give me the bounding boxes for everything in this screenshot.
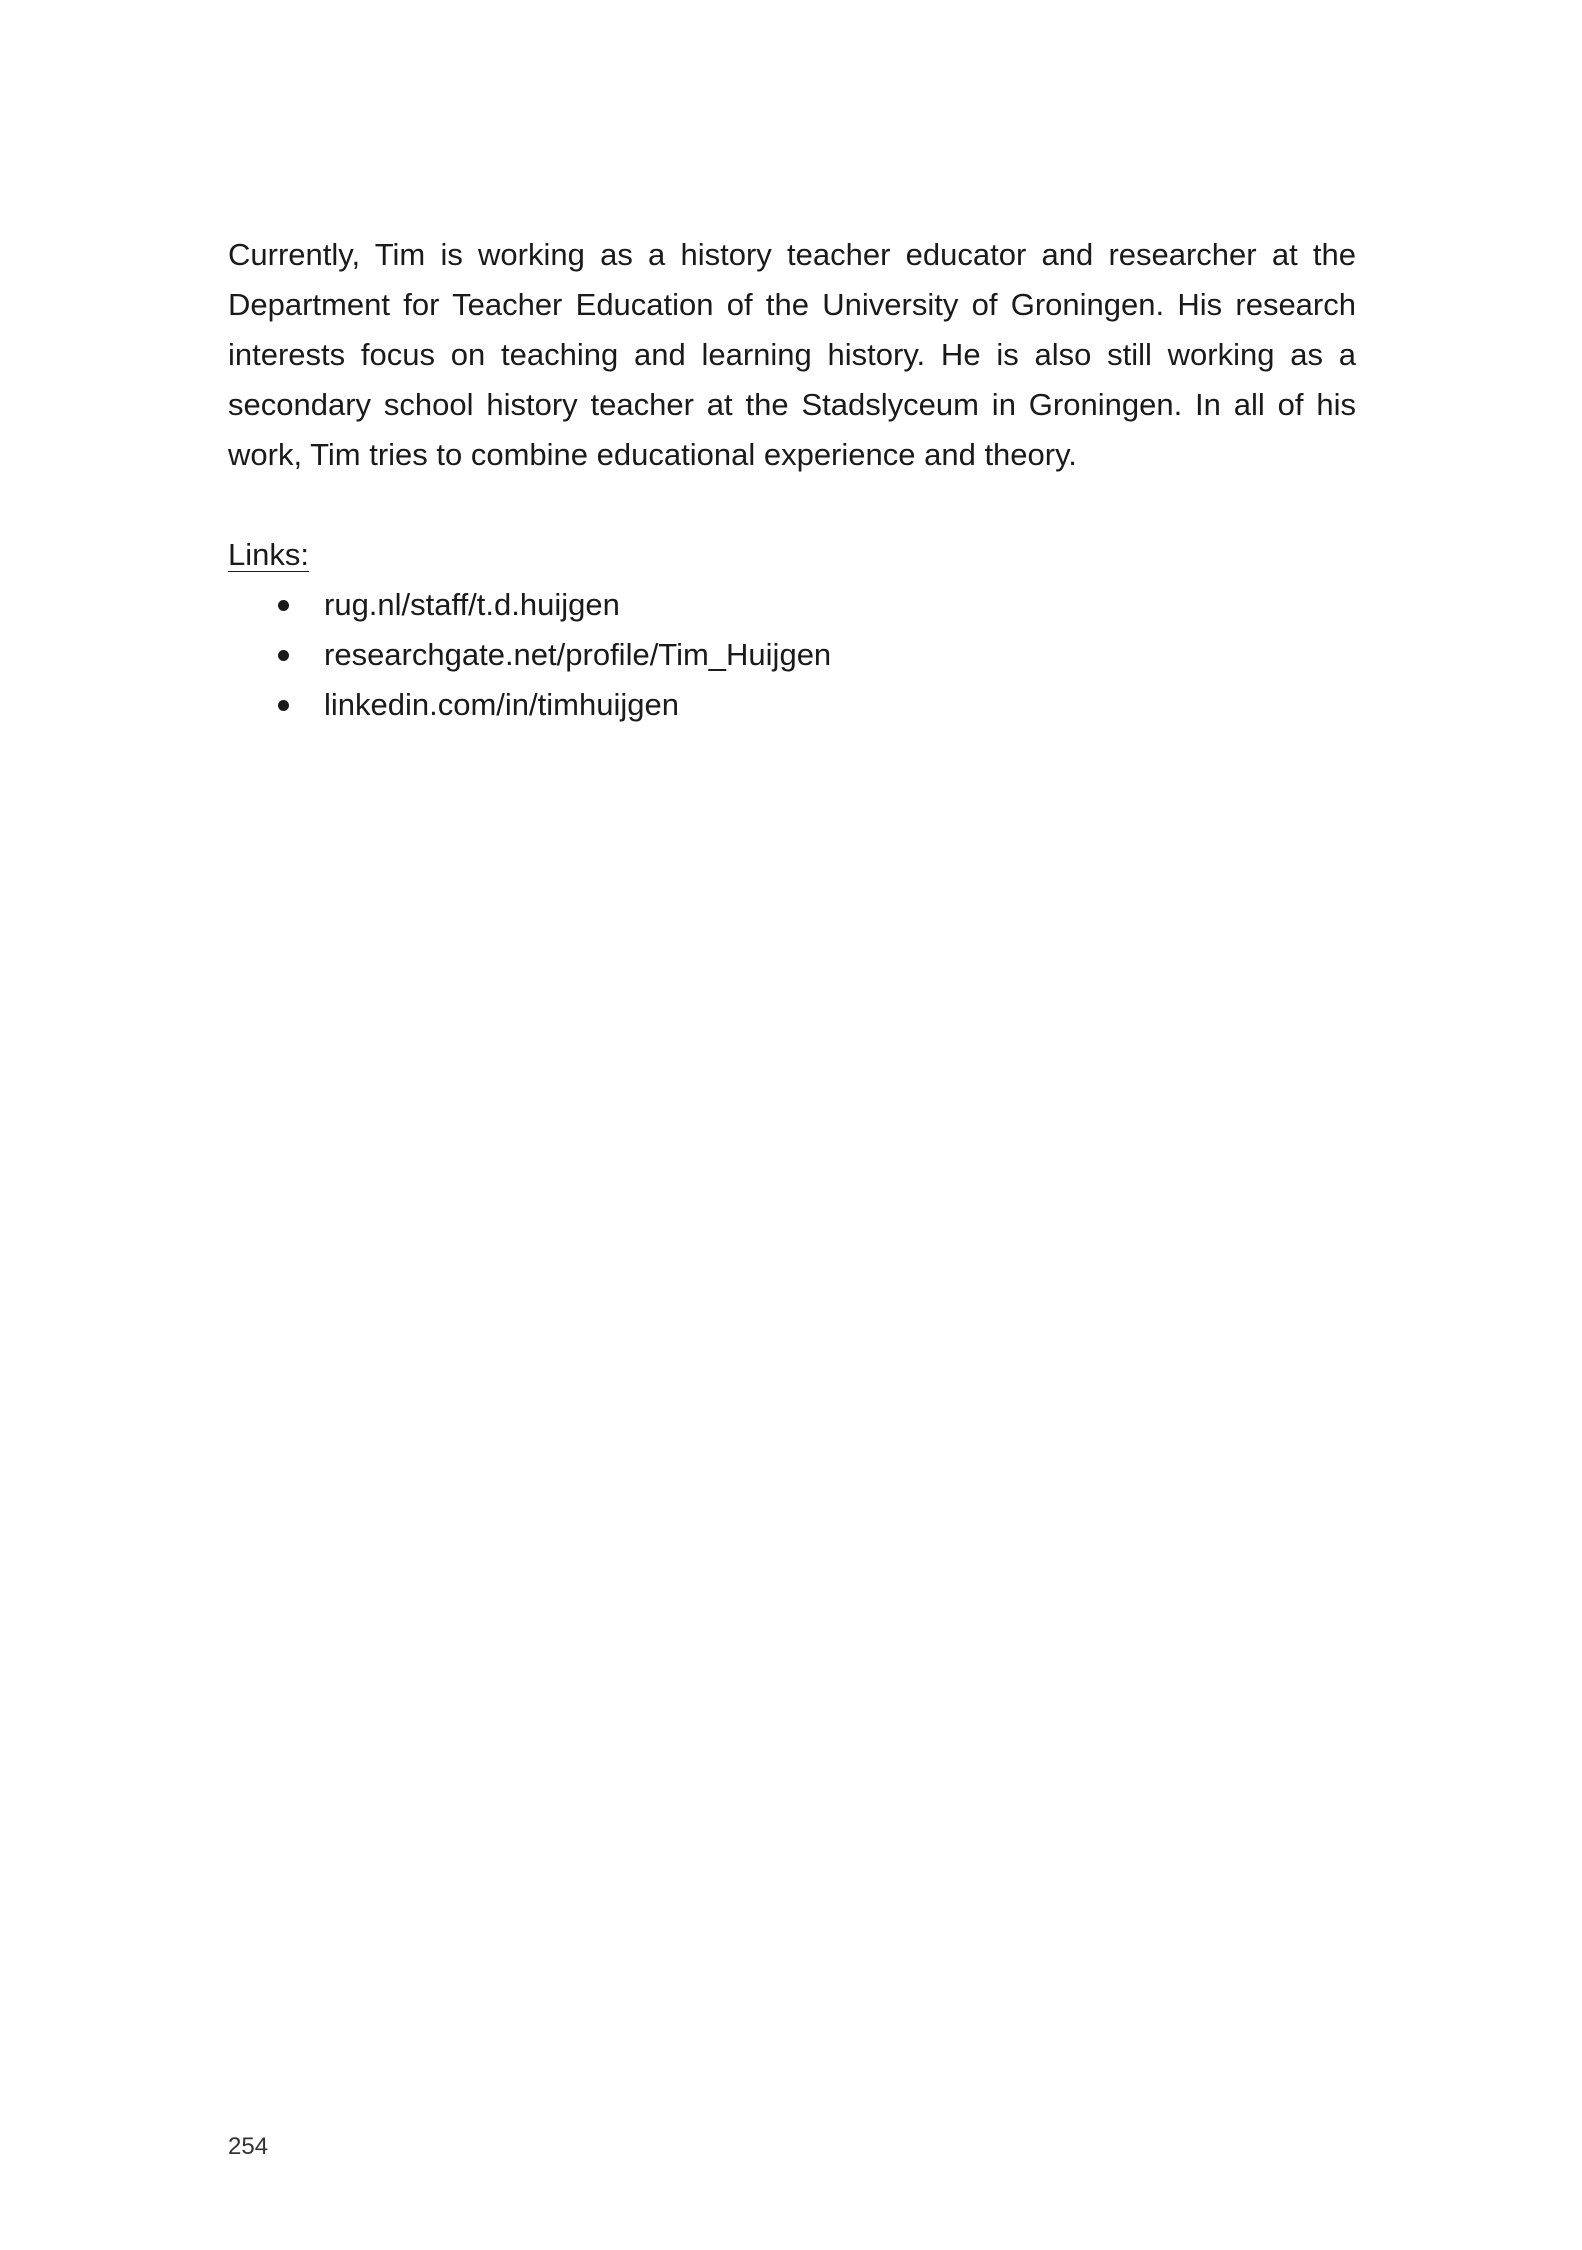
link-item-researchgate[interactable] — [228, 630, 831, 680]
bullet-icon — [278, 600, 289, 611]
links-heading: Links: — [228, 537, 309, 572]
link-text[interactable]: rug.nl/staff/t.d.huijgen — [324, 587, 620, 622]
link-item-rug[interactable] — [228, 580, 831, 630]
link-text[interactable]: linkedin.com/in/timhuijgen — [324, 687, 679, 722]
bio-paragraph: Currently, Tim is working as a history teacher educator and researcher at the Department for Teacher Education of the University of Groningen. His research interests focus on teaching and learning history. He is also still working as a secondary school history teacher at the Stadslyceum in Groningen. In all of his work, Tim tries to combine educational experience and theory. — [228, 237, 1356, 472]
links-list — [228, 580, 831, 730]
page-number: 254 — [228, 2133, 269, 2160]
link-text[interactable]: researchgate.net/profile/Tim_Huijgen — [324, 637, 832, 672]
bullet-icon — [278, 650, 289, 661]
link-item-linkedin[interactable] — [228, 680, 831, 730]
bullet-icon — [278, 700, 289, 711]
